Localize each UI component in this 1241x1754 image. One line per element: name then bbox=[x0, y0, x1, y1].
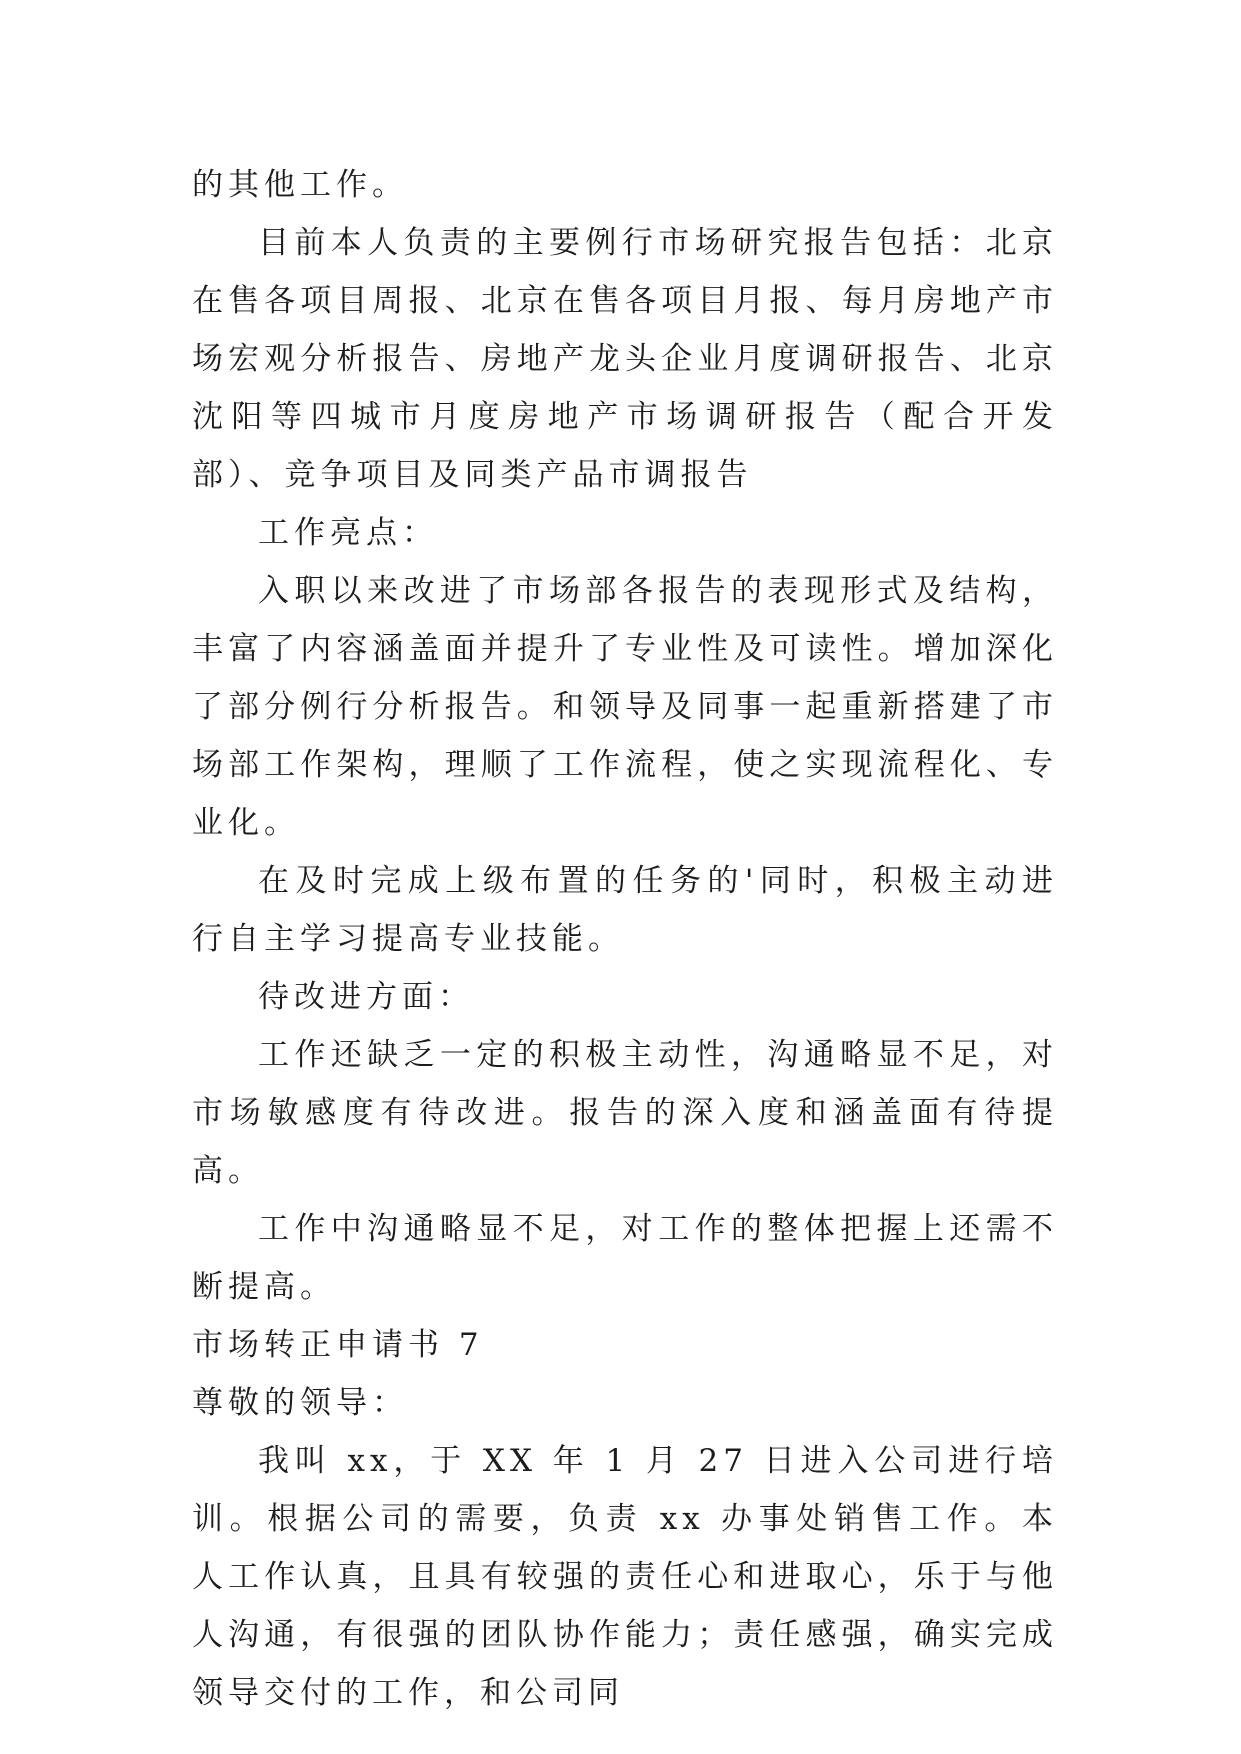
document-body bbox=[192, 156, 1058, 1722]
paragraph-introduction: 我叫 xx，于 XX 年 1 月 27 日进入公司进行培训。根据公司的需要，负责 xx 办事处销售工作。本人工作认真，且具有较强的责任心和进取心，乐于与他人沟通，有很强的团队协作能力；责任感强，确实完成领导交付的工作，和公司同 bbox=[192, 1443, 1058, 1711]
paragraph-highlights: 入职以来改进了市场部各报告的表现形式及结构，丰富了内容涵盖面并提升了专业性及可读性。增加深化了部分例行分析报告。和领导及同事一起重新搭建了市场部工作架构，理顺了工作流程，使之实现流程化、专业化。 bbox=[192, 573, 1058, 841]
heading-work-highlights: 工作亮点： bbox=[258, 515, 438, 551]
paragraph-routine-reports: 目前本人负责的主要例行市场研究报告包括：北京在售各项目周报、北京在售各项目月报、每月房地产市场宏观分析报告、房地产龙头企业月度调研报告、北京沈阳等四城市月度房地产市场调研报告（配合开发部）、竞争项目及同类产品市调报告 bbox=[192, 225, 1058, 493]
paragraph-continuation: 的其他工作。 bbox=[192, 167, 408, 203]
heading-improvements: 待改进方面： bbox=[258, 979, 474, 1015]
paragraph-improvements: 工作还缺乏一定的积极主动性，沟通略显不足，对市场敏感度有待改进。报告的深入度和涵盖面有待提高。 bbox=[192, 1037, 1058, 1189]
paragraph-communication: 工作中沟通略显不足，对工作的整体把握上还需不断提高。 bbox=[192, 1211, 1058, 1305]
section-title: 市场转正申请书 7 bbox=[192, 1327, 484, 1363]
salutation: 尊敬的领导： bbox=[192, 1385, 408, 1421]
paragraph-self-study: 在及时完成上级布置的任务的'同时，积极主动进行自主学习提高专业技能。 bbox=[192, 863, 1058, 957]
